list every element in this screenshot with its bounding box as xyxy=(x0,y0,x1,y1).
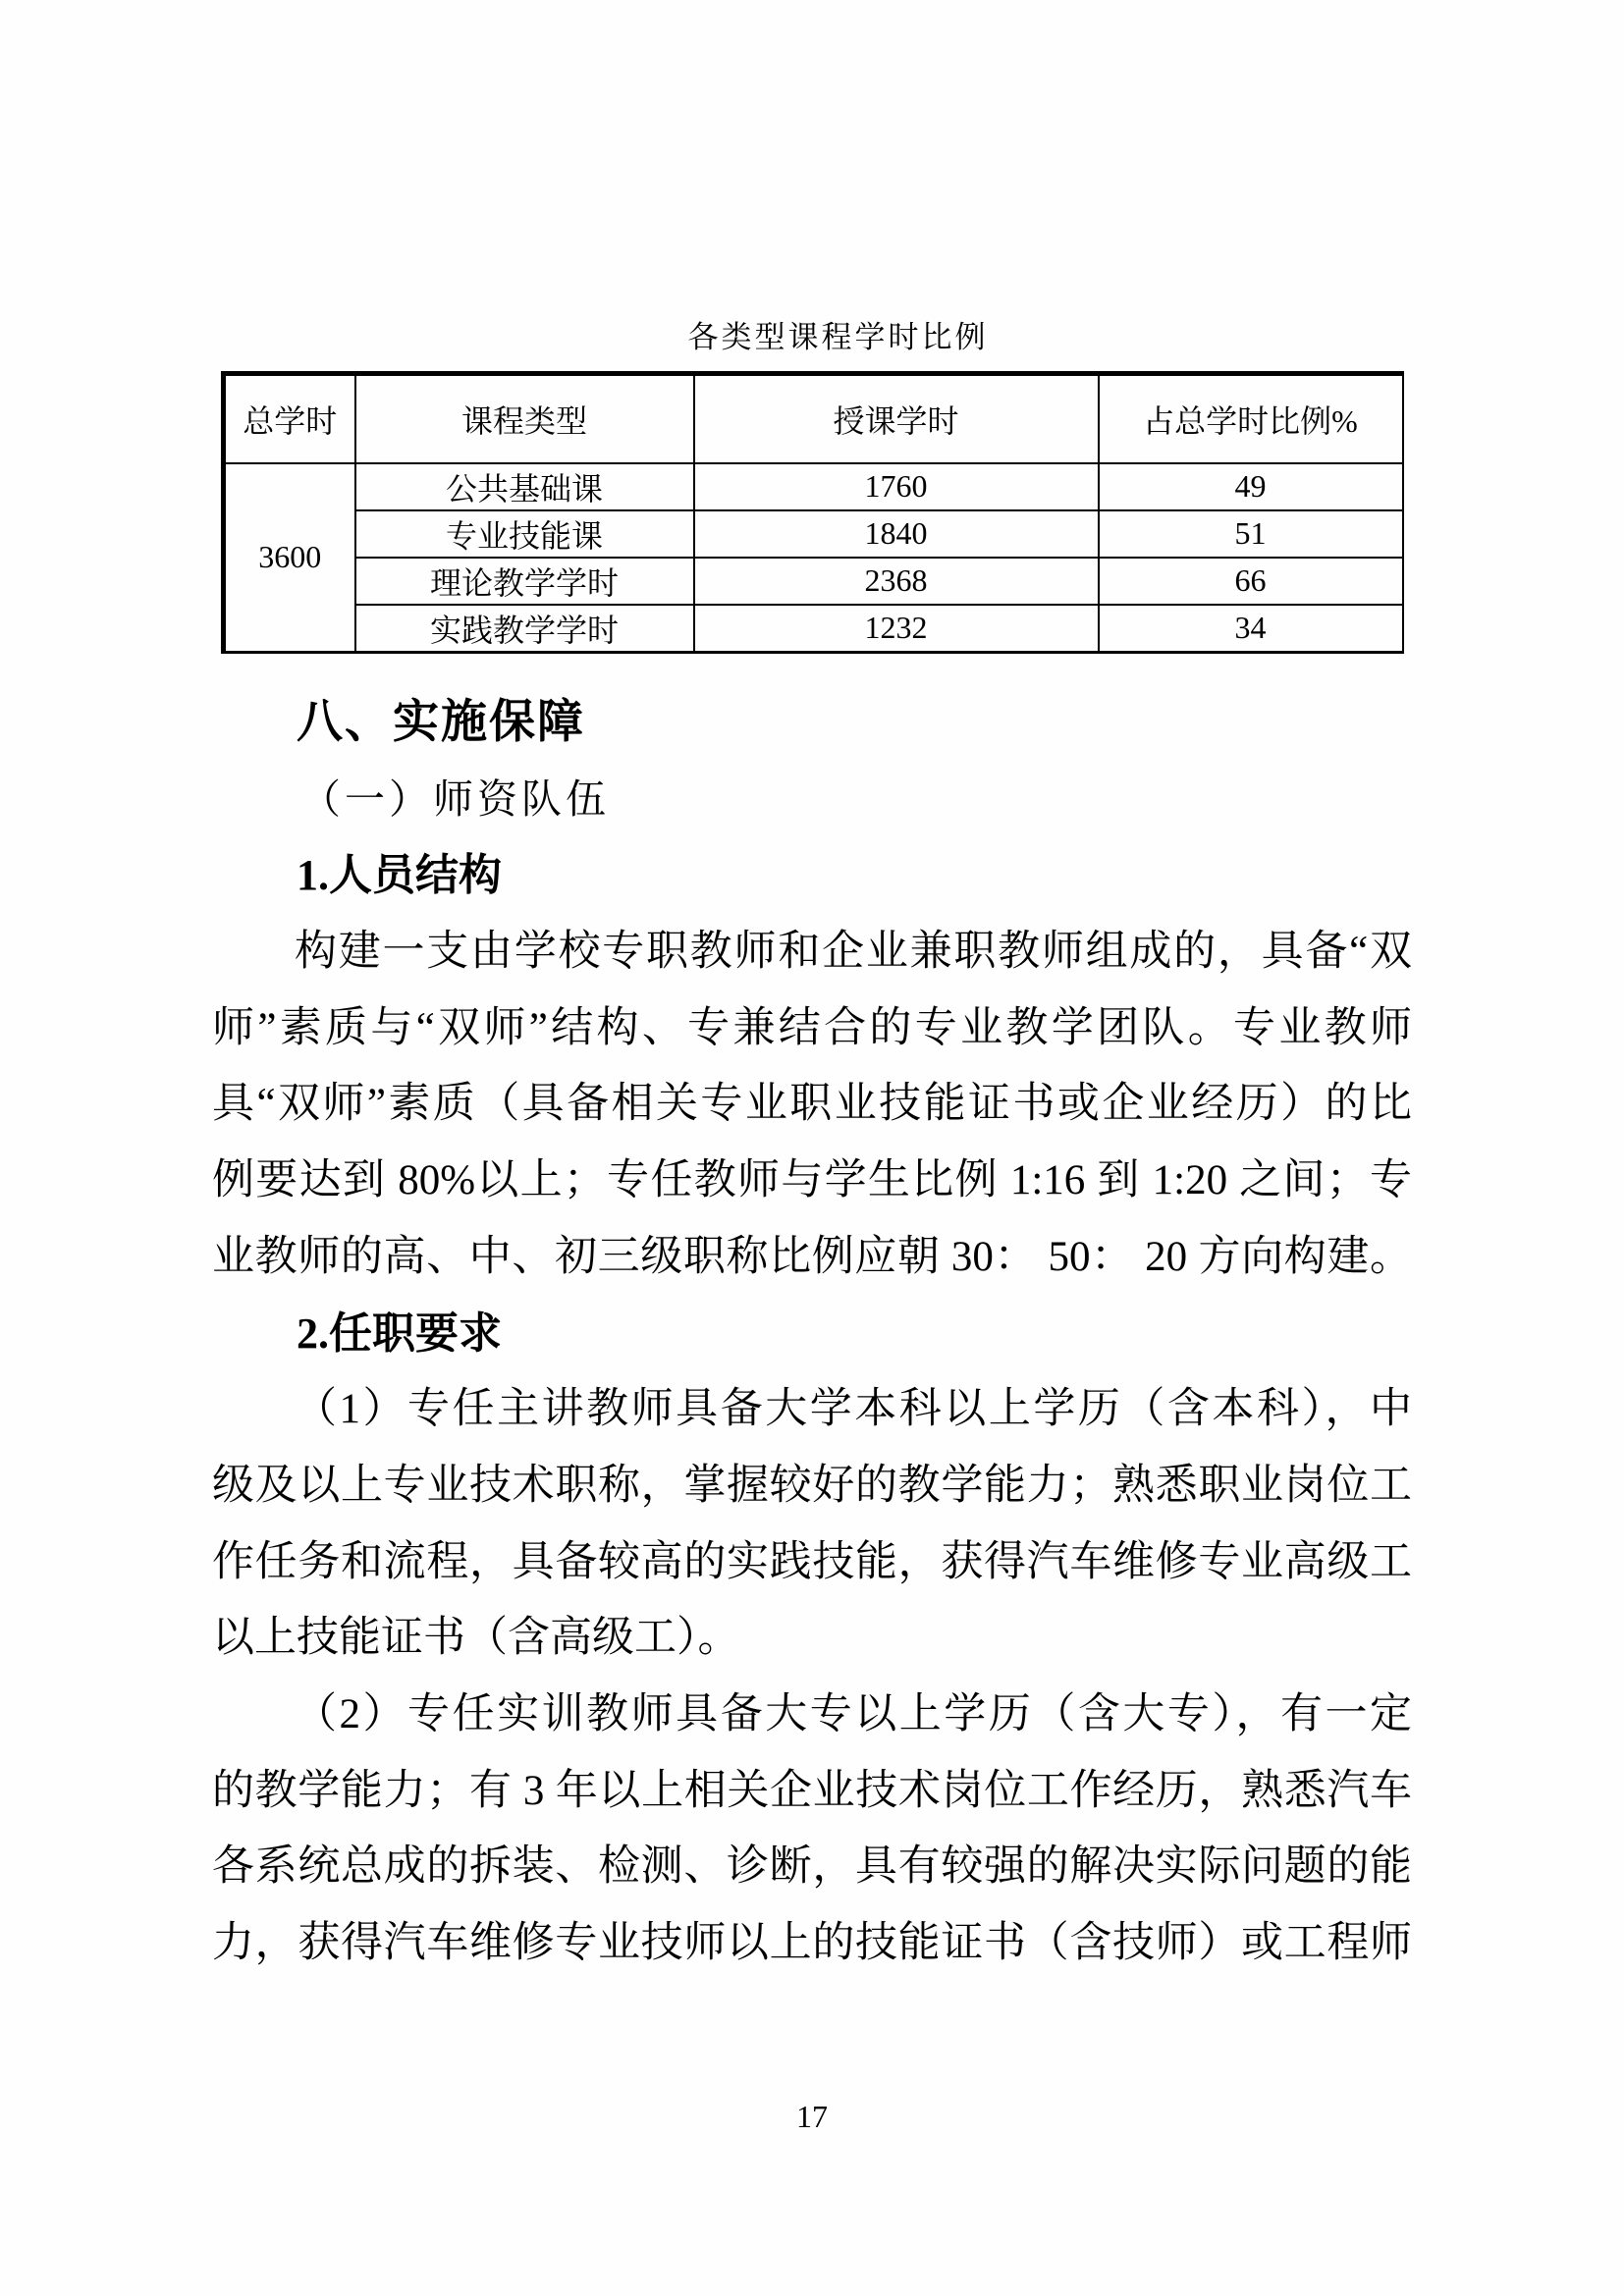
course-type-cell: 理论教学学时 xyxy=(355,558,694,605)
taught-hours-cell: 1840 xyxy=(694,510,1099,558)
course-type-cell: 公共基础课 xyxy=(355,463,694,510)
paragraph2-line4: 以上技能证书（含高级工）。 xyxy=(212,1615,740,1662)
course-hours-table xyxy=(221,371,1404,654)
percent-cell: 34 xyxy=(1099,605,1403,653)
paragraph2-line3: 作任务和流程，具备较高的实践技能，获得汽车维修专业高级工 xyxy=(212,1538,1412,1585)
body-text xyxy=(212,685,1412,1982)
page-number: 17 xyxy=(796,2099,828,2134)
taught-hours-cell: 1232 xyxy=(694,605,1099,653)
percent-cell: 66 xyxy=(1099,558,1403,605)
header-percent: 占总学时比例% xyxy=(1099,374,1403,463)
paragraph3-line1: （2）专任实训教师具备大专以上学历（含大专），有一定 xyxy=(295,1690,1412,1737)
taught-hours-cell: 2368 xyxy=(694,558,1099,605)
table-row xyxy=(224,558,1403,605)
heading-faculty-team: （一）师资队伍 xyxy=(300,775,610,822)
heading-implementation-support: 八、实施保障 xyxy=(297,697,585,748)
percent-cell: 51 xyxy=(1099,510,1403,558)
table-row xyxy=(224,463,1403,510)
taught-hours-cell: 1760 xyxy=(694,463,1099,510)
table-title: 各类型课程学时比例 xyxy=(687,320,989,354)
table-row xyxy=(224,605,1403,653)
paragraph2-line2: 级及以上专业技术职称，掌握较好的教学能力；熟悉职业岗位工 xyxy=(212,1462,1412,1509)
paragraph1-line3: 具“双师”素质（具备相关专业职业技能证书或企业经历）的比 xyxy=(212,1081,1412,1128)
header-course-type: 课程类型 xyxy=(355,374,694,463)
paragraph1-line4: 例要达到 80%以上；专任教师与学生比例 1:16 到 1:20 之间；专 xyxy=(212,1157,1412,1204)
header-taught-hours: 授课学时 xyxy=(694,374,1099,463)
heading-personnel-structure: 1.人员结构 xyxy=(297,851,502,900)
paragraph1-line2: 师”素质与“双师”结构、专兼结合的专业教学团队。专业教师 xyxy=(212,1004,1412,1051)
paragraph1-line1: 构建一支由学校专职教师和企业兼职教师组成的，具备“双 xyxy=(295,929,1412,976)
header-total-hours: 总学时 xyxy=(224,374,355,463)
paragraph2-line1: （1）专任主讲教师具备大学本科以上学历（含本科），中 xyxy=(295,1386,1412,1433)
paragraph3-line3: 各系统总成的拆装、检测、诊断，具有较强的解决实际问题的能 xyxy=(212,1843,1412,1891)
paragraph3-line4: 力，获得汽车维修专业技师以上的技能证书（含技师）或工程师 xyxy=(212,1920,1412,1966)
paragraph3-line2: 的教学能力；有 3 年以上相关企业技术岗位工作经历，熟悉汽车 xyxy=(212,1767,1412,1814)
table-header-row xyxy=(224,374,1403,463)
total-hours-cell: 3600 xyxy=(224,463,355,653)
percent-cell: 49 xyxy=(1099,463,1403,510)
course-type-cell: 专业技能课 xyxy=(355,510,694,558)
paragraph1-line5: 业教师的高、中、初三级职称比例应朝 30： 50： 20 方向构建。 xyxy=(212,1233,1412,1280)
heading-job-requirements: 2.任职要求 xyxy=(297,1308,502,1358)
table-row xyxy=(224,510,1403,558)
course-type-cell: 实践教学学时 xyxy=(355,605,694,653)
